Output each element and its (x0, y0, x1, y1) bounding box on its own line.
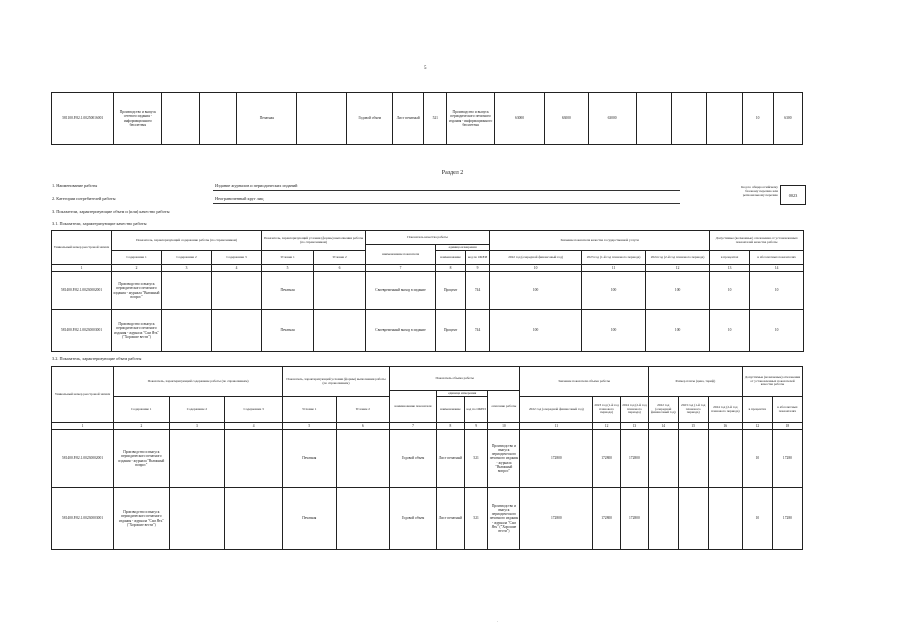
table-cell: 100 (646, 310, 710, 352)
table-cell: 17280 (772, 430, 802, 488)
table-cell: Производство и выпуск периодического печатного издания - журнала "Вьюжный вопрос" (112, 272, 162, 310)
table-cell: Своевременный выход в издание (366, 310, 436, 352)
column-header: Уникальный номер реестровой записи (52, 231, 112, 265)
table-cell: Производство и выпуск сетевого издания - информационного бюллетеня (114, 93, 162, 145)
table-cell: Производство и выпуск периодического печатного издания - журнала "Вьюжный вопрос" (114, 430, 170, 488)
table-cell: 63000 (495, 93, 545, 145)
table-cell: 10 (750, 272, 804, 310)
column-header: Допустимые (возможные) отклонения от установленных показателей качества работы (742, 367, 802, 397)
column-number: 14 (648, 423, 678, 430)
table-cell: 744 (466, 272, 490, 310)
table-cell: 10 (742, 93, 773, 145)
table-cell: 10 (742, 488, 772, 550)
column-header: Условие 1 (262, 251, 314, 265)
top-continuation-table (51, 92, 803, 145)
section-title: Раздел 2 (441, 170, 464, 176)
table-cell: 100 (490, 272, 582, 310)
underline (213, 203, 680, 204)
table-cell (678, 488, 708, 550)
column-header: наименование показателя (389, 391, 436, 423)
column-header: наименование показателя (366, 245, 436, 265)
table-cell: 10 (710, 310, 750, 352)
column-number: 18 (772, 423, 802, 430)
table-cell (162, 272, 212, 310)
underline (213, 190, 680, 191)
table-cell: Производство и выпуск периодического печатного издания - журнала "Сам Ять" ("Хорошие вести") (112, 310, 162, 352)
table-cell (225, 430, 283, 488)
table-cell (199, 93, 236, 145)
table-cell: 521 (464, 488, 488, 550)
table-cell: 581400.Р.82.1.00230002001 (52, 430, 114, 488)
table-cell: Печатная (237, 93, 297, 145)
table-cell (314, 310, 366, 352)
table-cell (225, 488, 283, 550)
table-cell: Процент (436, 310, 466, 352)
table-cell: 17280 (772, 488, 802, 550)
column-header: код по ОКЕИ (464, 397, 488, 423)
table-cell (708, 430, 742, 488)
table-cell (708, 488, 742, 550)
column-header: Содержание 2 (169, 397, 225, 423)
column-header: Показатель, характеризующий содержание работы (по справочникам) (114, 367, 283, 397)
table-cell: 63000 (588, 93, 636, 145)
column-number: 6 (336, 423, 389, 430)
work-name-value: Издание журналов и периодических изданий (215, 183, 298, 188)
table-cell: Печатная (283, 430, 336, 488)
table-cell: 100 (582, 272, 646, 310)
table-cell: Производство и выпуск периодического печатного издания - информационного бюллетеня (447, 93, 495, 145)
table-cell: 744 (466, 310, 490, 352)
column-number: 10 (488, 423, 520, 430)
column-header: 2023 год (1-й год планового периода) (582, 251, 646, 265)
volume-subsection-label: 3.2. Показатель, характеризующие объем работы (52, 356, 142, 361)
column-header: 2023 год (1-й год планового периода) (593, 397, 621, 423)
column-number: 11 (582, 265, 646, 272)
table-cell: 581400.Р.82.1.00230002001 (52, 272, 112, 310)
table-cell: 63000 (544, 93, 588, 145)
column-number: 13 (710, 265, 750, 272)
column-number: 9 (466, 265, 490, 272)
table-cell: Производство и выпуск периодического печатного издания - журнала "Сам Ять" ("Хорошие вести") (114, 488, 170, 550)
column-number: 6 (314, 265, 366, 272)
column-header: Показатель объема работы (389, 367, 519, 391)
table-cell: 172800 (520, 488, 593, 550)
column-number: 5 (262, 265, 314, 272)
table-cell: 581100.Р.82.1.00250016001 (52, 93, 114, 145)
table-cell: Производство и выпуск периодического печатного издания - журнала "Сам Ять" ("Хорошие вести") (488, 488, 520, 550)
table-cell (297, 93, 347, 145)
table-cell (648, 488, 678, 550)
column-header: 2022 год (очередной финансовый год) (490, 251, 582, 265)
column-header: Значение показателя качества государственной услуги (490, 231, 710, 251)
column-header: 2024 год (2-й год планового периода) (620, 397, 648, 423)
table-cell: 581400.Р.82.1.00230003001 (52, 488, 114, 550)
table-cell: Лист печатный (393, 93, 424, 145)
column-header: Допустимые (возможные) отклонения от установленных показателей качества работы (710, 231, 804, 251)
column-header: единица измерения (437, 391, 488, 397)
table-row (52, 310, 804, 352)
column-header: в абсолютных показателях (750, 251, 804, 265)
column-number: 9 (464, 423, 488, 430)
column-number: 1 (52, 265, 112, 272)
table-cell: 521 (424, 93, 447, 145)
table-cell: 100 (646, 272, 710, 310)
column-number-row (52, 265, 804, 272)
column-header: 2024 год (2-й год планового периода) (646, 251, 710, 265)
column-header: описание работы (488, 391, 520, 423)
registry-code-note: Код по общероссийскому базовому перечню или региональному перечню (741, 185, 778, 198)
table-cell (336, 430, 389, 488)
column-header: единица измерения (436, 245, 490, 251)
table-cell (636, 93, 671, 145)
registry-code-box (780, 185, 806, 205)
column-header: наименование (436, 251, 466, 265)
quality-indicators-table (51, 230, 804, 352)
column-header: Содержание 2 (162, 251, 212, 265)
column-number: 8 (436, 265, 466, 272)
column-header: Показатель, характеризующий условия (формы) выполнения работы (по справочникам) (262, 231, 366, 251)
table-cell: 100 (490, 310, 582, 352)
table-cell: 172800 (620, 430, 648, 488)
table-cell: Печатная (283, 488, 336, 550)
table-cell (169, 488, 225, 550)
table-cell: Печатная (262, 272, 314, 310)
column-header: Показатель качества работы (366, 231, 490, 245)
consumer-category-value: Неограниченный круг лиц (215, 196, 264, 201)
column-header: 2024 год (2-й год планового периода) (708, 397, 742, 423)
column-header: в процентах (710, 251, 750, 265)
indicators-label: 3. Показатели, характеризующие объем и (или) качество работы (52, 209, 170, 214)
column-number: 14 (750, 265, 804, 272)
table-cell (314, 272, 366, 310)
column-number: 13 (620, 423, 648, 430)
table-cell: 10 (750, 310, 804, 352)
column-number: 2 (112, 265, 162, 272)
column-number: 16 (708, 423, 742, 430)
column-number: 3 (162, 265, 212, 272)
registry-code: 0023 (788, 192, 798, 198)
table-cell (678, 430, 708, 488)
table-cell: 100 (582, 310, 646, 352)
table-cell: Лист печатный (437, 430, 465, 488)
column-header: Содержание 1 (114, 397, 170, 423)
column-number: 5 (283, 423, 336, 430)
table-row (52, 272, 804, 310)
column-number: 4 (225, 423, 283, 430)
column-header: Показатель, характеризующий содержание работы (по справочникам) (112, 231, 262, 251)
table-row (52, 430, 803, 488)
column-header: 2022 год (очередной финансовый год) (648, 397, 678, 423)
table-row (52, 488, 803, 550)
table-cell: Печатная (262, 310, 314, 352)
table-cell: Лист печатный (437, 488, 465, 550)
quality-subsection-label: 3.1. Показатели, характеризующие качество работы (52, 221, 147, 226)
column-number: 12 (593, 423, 621, 430)
table-cell: 172800 (520, 430, 593, 488)
column-header: Условие 2 (336, 397, 389, 423)
table-cell: Своевременный выход в издание (366, 272, 436, 310)
column-number-row (52, 423, 803, 430)
column-number: 12 (646, 265, 710, 272)
column-header: Содержание 3 (225, 397, 283, 423)
table-cell (162, 93, 199, 145)
column-header: Условие 2 (314, 251, 366, 265)
column-number: 12 (742, 423, 772, 430)
table-cell (648, 430, 678, 488)
table-cell (671, 93, 706, 145)
column-header: в процентах (742, 397, 772, 423)
column-header: код по ОКЕИ (466, 251, 490, 265)
table-cell (212, 272, 262, 310)
table-cell: 10 (742, 430, 772, 488)
column-header: Значение показателя объема работы (520, 367, 648, 397)
table-cell: 172800 (620, 488, 648, 550)
table-cell: 172800 (593, 430, 621, 488)
column-header: 2022 год (очередной финансовый год) (520, 397, 593, 423)
table-cell: 521 (464, 430, 488, 488)
consumer-category-label: 2. Категории потребителей работы (52, 196, 116, 201)
table-cell (336, 488, 389, 550)
table-cell: 172800 (593, 488, 621, 550)
column-header: Размер платы (цена, тариф) (648, 367, 742, 397)
column-number: 2 (114, 423, 170, 430)
table-cell (169, 430, 225, 488)
column-header: наименование (437, 397, 465, 423)
column-number: 7 (366, 265, 436, 272)
column-number: 7 (389, 423, 436, 430)
column-number: 8 (437, 423, 465, 430)
table-cell (707, 93, 742, 145)
footer-mark: . (497, 618, 498, 623)
column-number: 15 (678, 423, 708, 430)
column-header: Показатель, характеризующий условия (формы) выполнения работы (по справочникам) (283, 367, 390, 397)
work-name-label: 1. Наименование работы (52, 183, 98, 188)
table-cell (162, 310, 212, 352)
table-cell: 6300 (773, 93, 802, 145)
column-number: 4 (212, 265, 262, 272)
column-header: 2023 год (1-й год планового периода) (678, 397, 708, 423)
table-cell: Производство и выпуск периодического печатного издания - журнала "Вьюжный вопрос" (488, 430, 520, 488)
column-header: Содержание 1 (112, 251, 162, 265)
column-header: в абсолютных показателях (772, 397, 802, 423)
column-number: 1 (52, 423, 114, 430)
table-cell: 581400.Р.82.1.00230003001 (52, 310, 112, 352)
column-header: Содержание 3 (212, 251, 262, 265)
table-row (52, 93, 803, 145)
column-number: 11 (520, 423, 593, 430)
column-number: 3 (169, 423, 225, 430)
table-cell: Годовой объем (389, 488, 436, 550)
column-header: Условие 1 (283, 397, 336, 423)
table-cell: Годовой объем (389, 430, 436, 488)
column-header: Уникальный номер реестровой записи (52, 367, 114, 423)
table-cell (212, 310, 262, 352)
page-number: 5 (424, 66, 427, 71)
table-cell: 10 (710, 272, 750, 310)
volume-indicators-table (51, 366, 803, 550)
table-cell: Процент (436, 272, 466, 310)
column-number: 10 (490, 265, 582, 272)
table-cell: Годовой объем (347, 93, 393, 145)
